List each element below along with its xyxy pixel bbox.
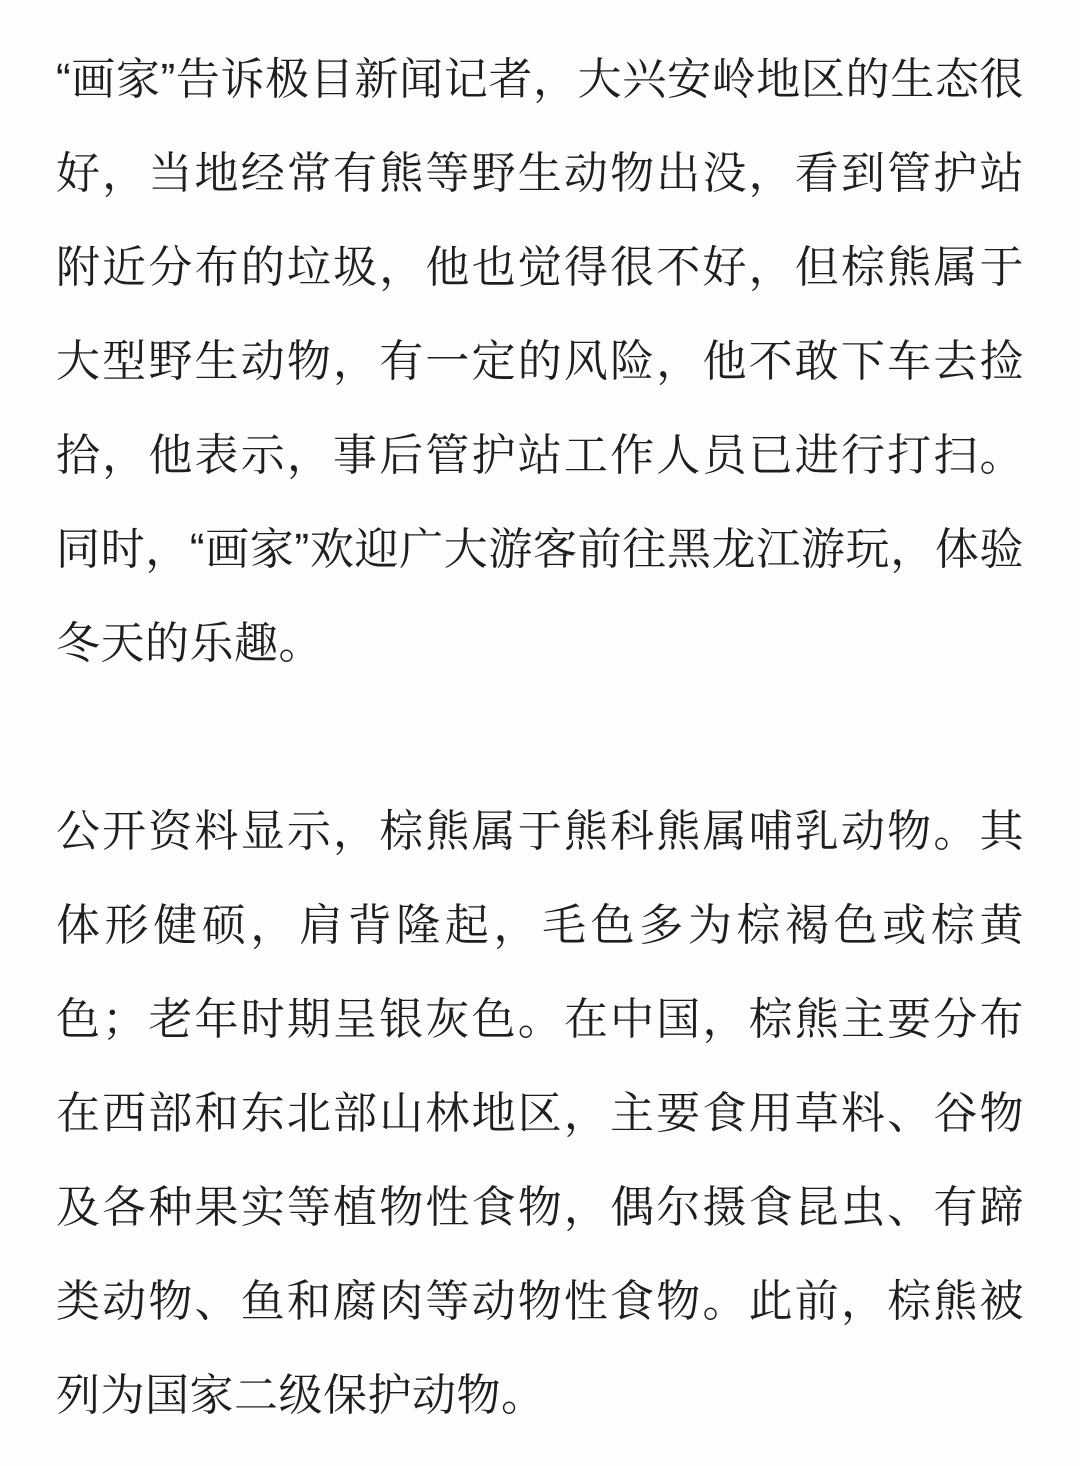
article-paragraph-2: 公开资料显示，棕熊属于熊科熊属哺乳动物。其体形健硕，肩背隆起，毛色多为棕褐色或棕黄色；老年时期呈银灰色。在中国，棕熊主要分布在西部和东北部山林地区，主要食用草料、谷物及各种果实等植物性食物，偶尔摄食昆虫、有蹄类动物、鱼和腐肉等动物性食物。此前，棕熊被列为国家二级保护动物。: [56, 807, 1024, 1420]
article-paragraph-1: “画家”告诉极目新闻记者，大兴安岭地区的生态很好，当地经常有熊等野生动物出没，看到管护站附近分布的垃圾，他也觉得很不好，但棕熊属于大型野生动物，有一定的风险，他不敢下车去捡拾，他表示，事后管护站工作人员已进行打扫。同时，“画家”欢迎广大游客前往黑龙江游玩，体验冬天的乐趣。: [56, 55, 1024, 668]
